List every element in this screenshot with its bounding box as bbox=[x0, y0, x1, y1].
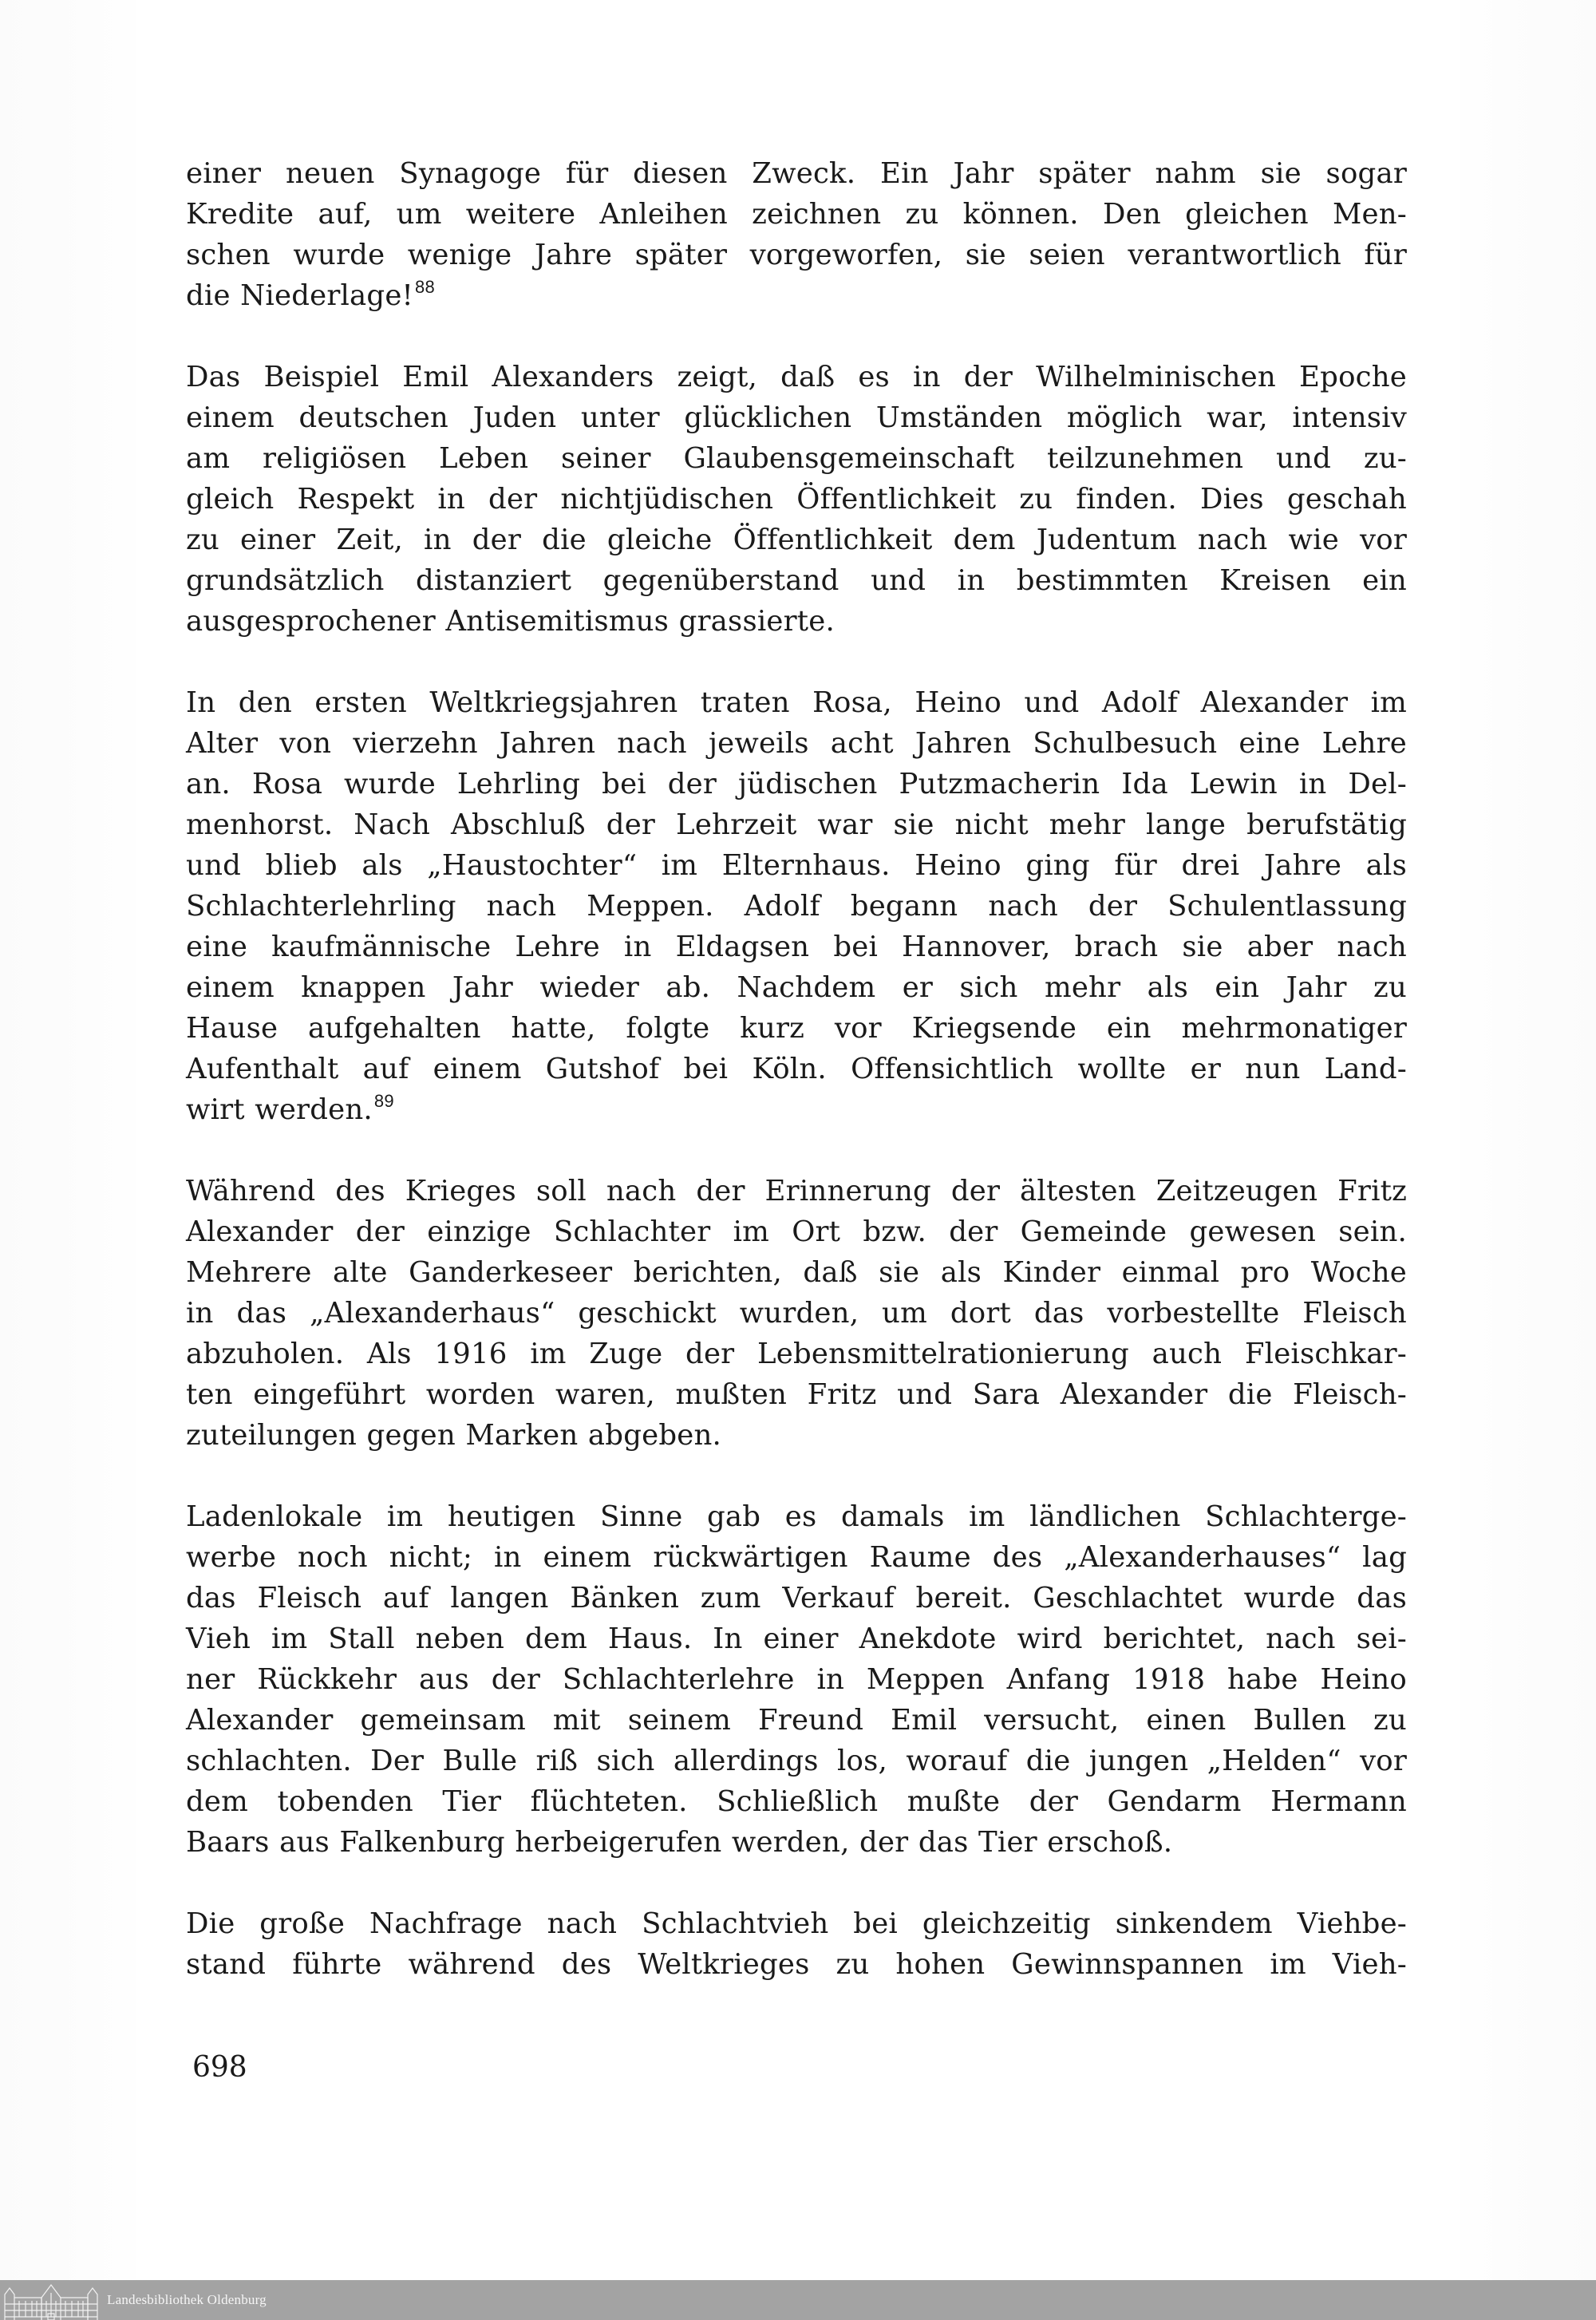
text-line: ausgesprochener Antisemitismus grassierte. bbox=[186, 605, 835, 638]
text-line: Alexander gemeinsam mit seinem Freund Emil versucht, einen Bullen zu bbox=[186, 1704, 1407, 1737]
text-line: Schlachterlehrling nach Meppen. Adolf begann nach der Schulentlassung bbox=[186, 890, 1407, 923]
paragraph-4 bbox=[186, 1171, 1407, 1456]
text-line: schlachten. Der Bulle riß sich allerdings los, worauf die jungen „Helden“ vor bbox=[186, 1745, 1407, 1777]
paragraph-2 bbox=[186, 357, 1407, 642]
text-line: Hause aufgehalten hatte, folgte kurz vor Kriegsende ein mehrmonatiger bbox=[186, 1012, 1407, 1045]
page-margin-left bbox=[0, 0, 136, 2280]
footnote-marker[interactable]: 88 bbox=[415, 277, 435, 297]
text-line: menhorst. Nach Abschluß der Lehrzeit war sie nicht mehr lange berufstätig bbox=[186, 808, 1407, 841]
text-line-content: wirt werden. bbox=[186, 1093, 373, 1126]
footnote-marker[interactable]: 89 bbox=[373, 1091, 394, 1111]
text-line: Baars aus Falkenburg herbeigerufen werden, der das Tier erschoß. bbox=[186, 1826, 1173, 1859]
text-line: Aufenthalt auf einem Gutshof bei Köln. Offensichtlich wollte er nun Land- bbox=[186, 1053, 1407, 1085]
text-line: abzuholen. Als 1916 im Zuge der Lebensmittelrationierung auch Fleischkar- bbox=[186, 1338, 1407, 1370]
page-number: 698 bbox=[192, 2051, 247, 2084]
text-line: zuteilungen gegen Marken abgeben. bbox=[186, 1419, 722, 1452]
text-line: gleich Respekt in der nichtjüdischen Öffentlichkeit zu finden. Dies geschah bbox=[186, 483, 1407, 516]
text-line: am religiösen Leben seiner Glaubensgemeinschaft teilzunehmen und zu- bbox=[186, 442, 1407, 475]
text-line: einem deutschen Juden unter glücklichen Umständen möglich war, intensiv bbox=[186, 401, 1407, 434]
paragraph-5 bbox=[186, 1496, 1407, 1863]
text-line: Alter von vierzehn Jahren nach jeweils acht Jahren Schulbesuch eine Lehre bbox=[186, 727, 1407, 760]
text-line: das Fleisch auf langen Bänken zum Verkauf bereit. Geschlachtet wurde das bbox=[186, 1582, 1407, 1615]
text-line-content: die Niederlage! bbox=[186, 279, 414, 312]
text-line: ten eingeführt worden waren, mußten Fritz und Sara Alexander die Fleisch- bbox=[186, 1378, 1407, 1411]
text-line: Alexander der einzige Schlachter im Ort bzw. der Gemeinde gewesen sein. bbox=[186, 1215, 1407, 1248]
text-line: schen wurde wenige Jahre später vorgeworfen, sie seien verantwortlich für bbox=[186, 239, 1407, 271]
text-line: Mehrere alte Ganderkeseer berichten, daß sie als Kinder einmal pro Woche bbox=[186, 1256, 1407, 1289]
text-line: Die große Nachfrage nach Schlachtvieh bei gleichzeitig sinkendem Viehbe- bbox=[186, 1907, 1407, 1940]
text-line: Ladenlokale im heutigen Sinne gab es damals im ländlichen Schlachterge- bbox=[186, 1500, 1407, 1533]
text-line: eine kaufmännische Lehre in Eldagsen bei Hannover, brach sie aber nach bbox=[186, 931, 1407, 963]
text-line: dem tobenden Tier flüchteten. Schließlich mußte der Gendarm Hermann bbox=[186, 1785, 1407, 1818]
text-line: Während des Krieges soll nach der Erinnerung der ältesten Zeitzeugen Fritz bbox=[186, 1175, 1407, 1207]
text-line: einer neuen Synagoge für diesen Zweck. Ein Jahr später nahm sie sogar bbox=[186, 157, 1407, 190]
text-line: werbe noch nicht; in einem rückwärtigen Raume des „Alexanderhauses“ lag bbox=[186, 1541, 1407, 1574]
text-line: einem knappen Jahr wieder ab. Nachdem er sich mehr als ein Jahr zu bbox=[186, 971, 1407, 1004]
page-margin-right bbox=[1460, 0, 1596, 2280]
text-line bbox=[186, 275, 1407, 316]
text-line: stand führte während des Weltkrieges zu hohen Gewinnspannen im Vieh- bbox=[186, 1948, 1407, 1981]
text-line: an. Rosa wurde Lehrling bei der jüdischen Putzmacherin Ida Lewin in Del- bbox=[186, 768, 1407, 800]
paragraph-1 bbox=[186, 153, 1407, 316]
text-line: ner Rückkehr aus der Schlachterlehre in Meppen Anfang 1918 habe Heino bbox=[186, 1663, 1407, 1696]
text-line: zu einer Zeit, in der die gleiche Öffentlichkeit dem Judentum nach wie vor bbox=[186, 524, 1407, 556]
paragraph-6 bbox=[186, 1903, 1407, 1985]
library-footer-bar bbox=[0, 2280, 1596, 2320]
text-line: Kredite auf, um weitere Anleihen zeichnen zu können. Den gleichen Men- bbox=[186, 198, 1407, 231]
text-line: in das „Alexanderhaus“ geschickt wurden, um dort das vorbestellte Fleisch bbox=[186, 1297, 1407, 1330]
text-line: grundsätzlich distanziert gegenüberstand und in bestimmten Kreisen ein bbox=[186, 564, 1407, 597]
text-line: Das Beispiel Emil Alexanders zeigt, daß es in der Wilhelminischen Epoche bbox=[186, 361, 1407, 393]
body-text bbox=[186, 153, 1407, 2026]
library-name: Landesbibliothek Oldenburg bbox=[107, 2292, 267, 2307]
paragraph-3 bbox=[186, 682, 1407, 1130]
text-line: und blieb als „Haustochter“ im Elternhaus. Heino ging für drei Jahre als bbox=[186, 849, 1407, 882]
library-building-icon bbox=[3, 2280, 101, 2320]
text-line: Vieh im Stall neben dem Haus. In einer Anekdote wird berichtet, nach sei- bbox=[186, 1622, 1407, 1655]
text-line: In den ersten Weltkriegsjahren traten Rosa, Heino und Adolf Alexander im bbox=[186, 686, 1407, 719]
text-line bbox=[186, 1089, 1407, 1130]
